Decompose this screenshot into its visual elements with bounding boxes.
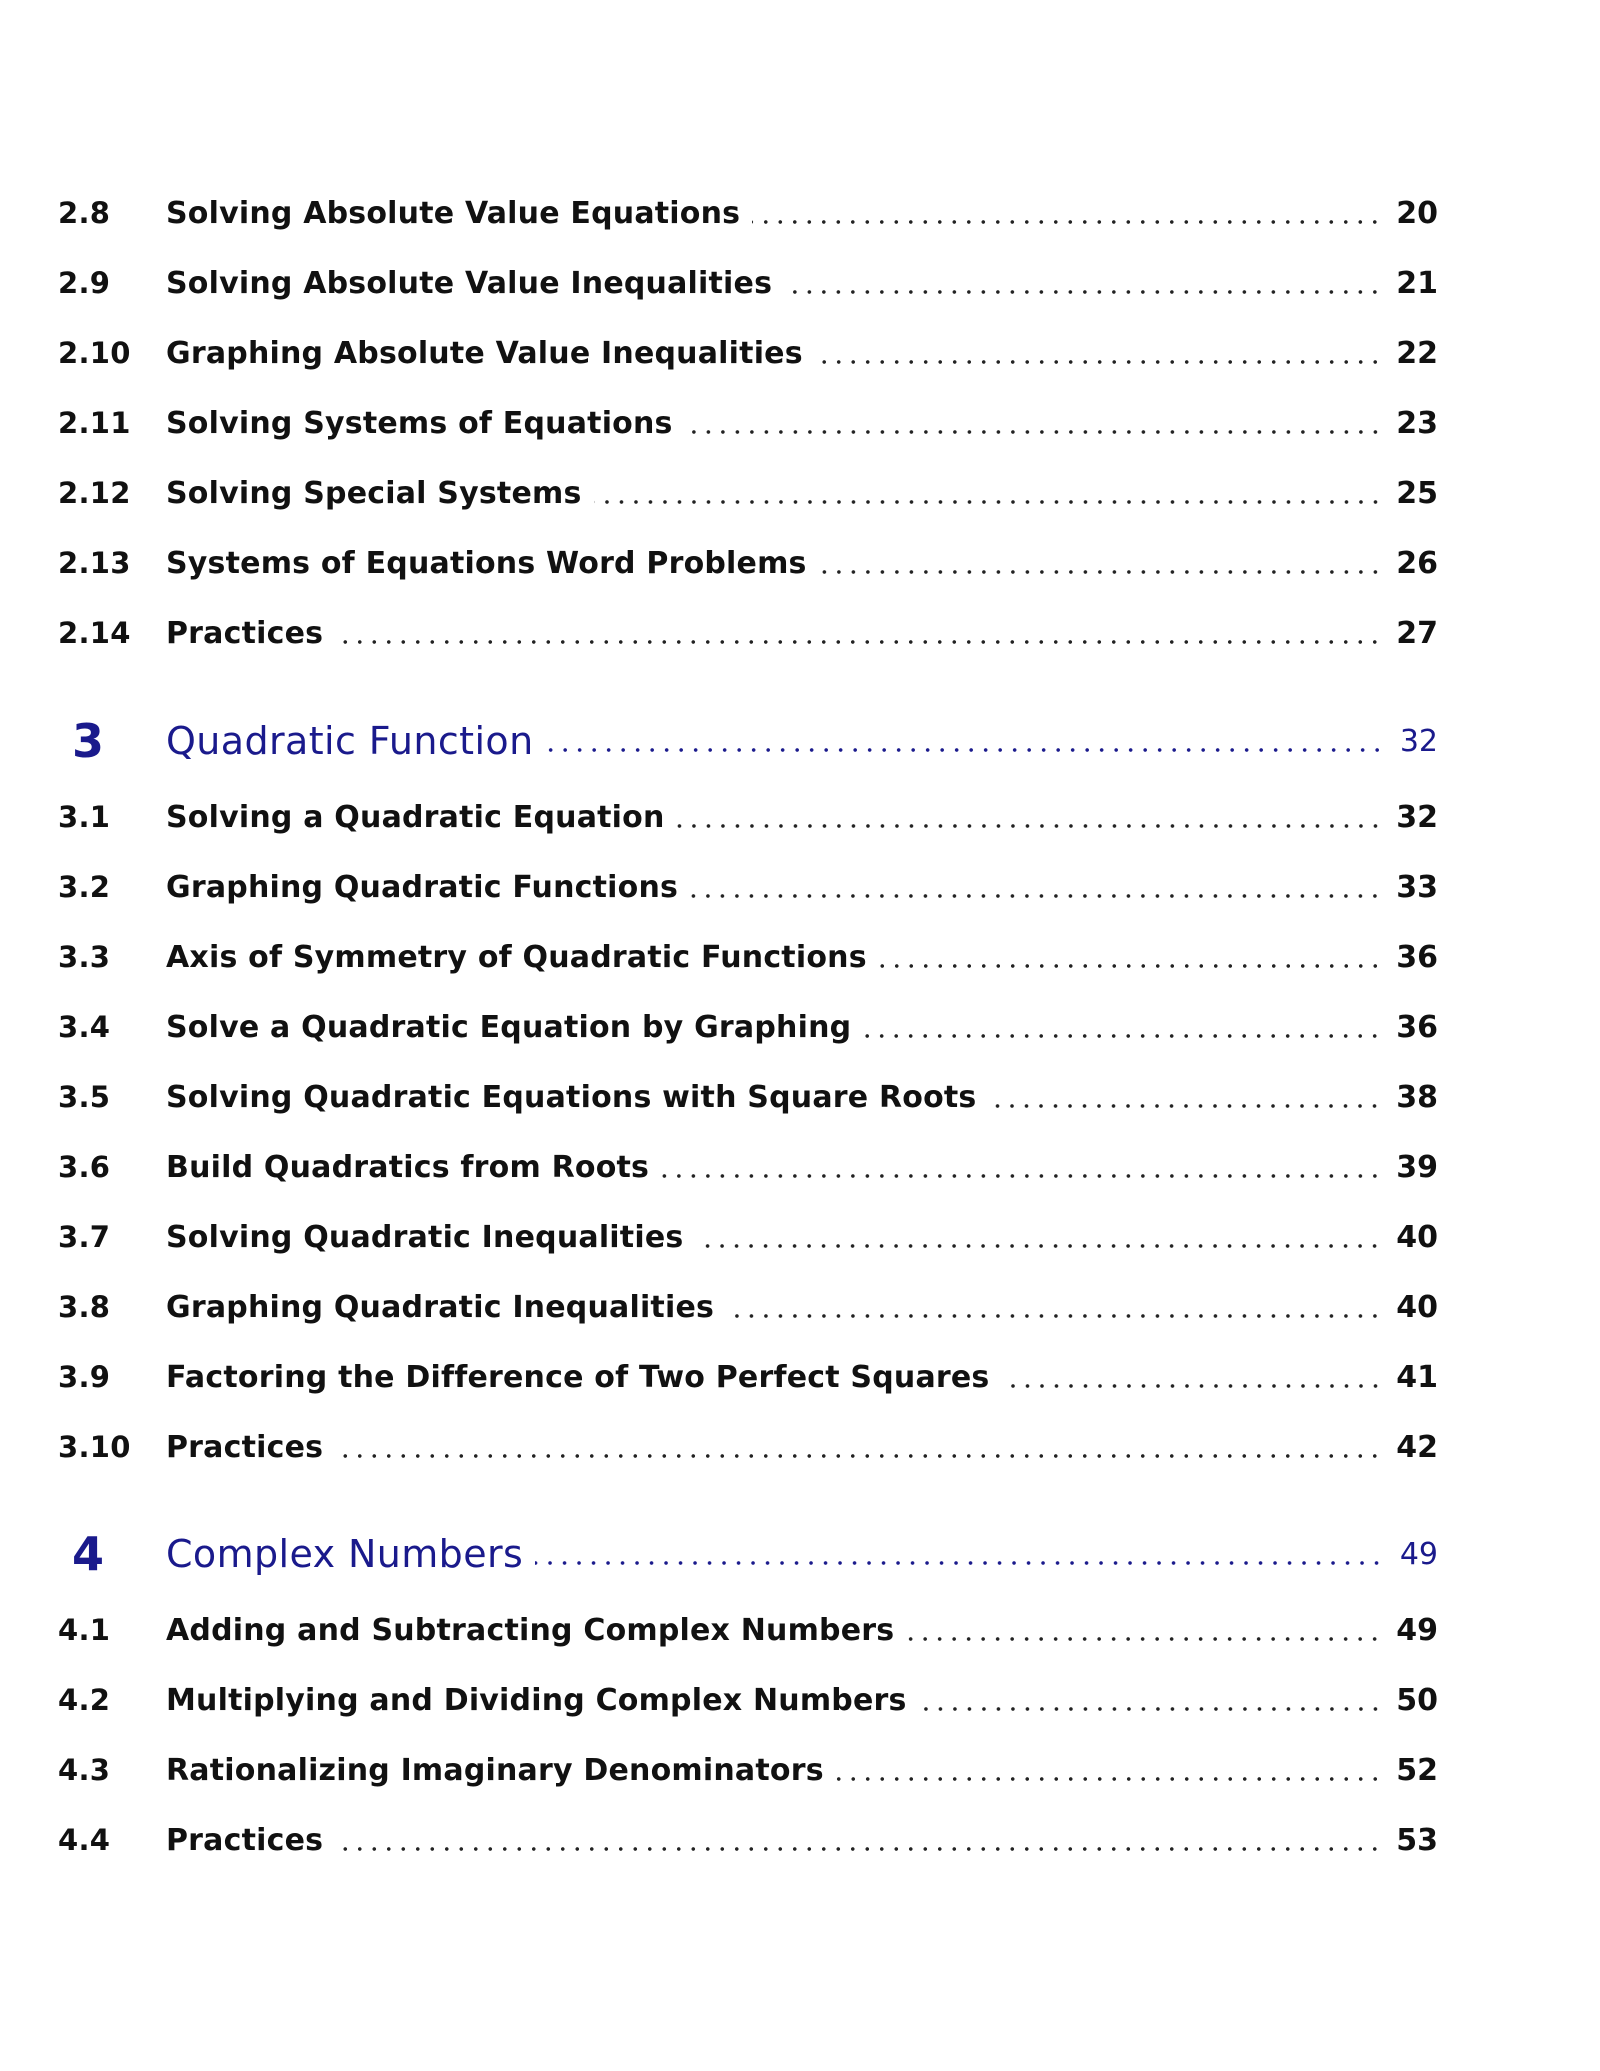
dot-leader [685,430,1383,434]
dot-leader [335,640,1382,644]
section-number: 3.2 [58,870,111,904]
section-number: 4.3 [58,1753,111,1787]
section-title: Multiplying and Dividing Complex Numbers [166,1682,907,1718]
toc-entry-2-9[interactable] [58,258,1438,308]
section-title: Build Quadratics from Roots [166,1149,650,1185]
section-title: Rationalizing Imaginary Denominators [166,1752,824,1788]
page-number: 39 [1396,1149,1438,1185]
page-number: 32 [1399,723,1438,759]
toc-entry-4-3[interactable] [58,1745,1438,1795]
dot-leader [535,1561,1384,1565]
page-number: 36 [1396,1009,1438,1045]
toc-entry-3-3[interactable] [58,932,1438,982]
section-title: Systems of Equations Word Problems [166,545,807,581]
toc-entry-4-4[interactable] [58,1815,1438,1865]
section-number: 2.13 [58,546,131,580]
section-number: 4.1 [58,1613,111,1647]
section-number: 3.8 [58,1290,111,1324]
section-number: 4.4 [58,1823,111,1857]
dot-leader [906,1637,1382,1641]
dot-leader [695,1244,1382,1248]
section-number: 2.8 [58,196,111,230]
section-number: 3.9 [58,1360,111,1394]
toc-entry-2-14[interactable] [58,608,1438,658]
section-title: Solving Absolute Value Inequalities [166,265,773,301]
section-title: Practices [166,1429,324,1465]
dot-leader [836,1777,1382,1781]
toc-entry-2-11[interactable] [58,398,1438,448]
chapter-title: Complex Numbers [166,1532,524,1576]
section-number: 2.9 [58,266,111,300]
toc-entry-3-2[interactable] [58,862,1438,912]
page-number: 25 [1396,475,1438,511]
section-title: Axis of Symmetry of Quadratic Functions [166,939,867,975]
page-number: 41 [1396,1359,1438,1395]
section-title: Solve a Quadratic Equation by Graphing [166,1009,852,1045]
toc-chapter-4[interactable] [58,1525,1438,1583]
section-title: Practices [166,1822,324,1858]
dot-leader [988,1104,1382,1108]
section-number: 2.10 [58,336,131,370]
dot-leader [661,1174,1382,1178]
section-title: Solving Absolute Value Equations [166,195,741,231]
page-number: 36 [1396,939,1438,975]
section-title: Adding and Subtracting Complex Numbers [166,1612,895,1648]
dot-leader [863,1034,1382,1038]
toc-entry-3-7[interactable] [58,1212,1438,1262]
dot-leader [677,824,1383,828]
section-title: Graphing Quadratic Functions [166,869,679,905]
page-number: 40 [1396,1289,1438,1325]
section-title: Solving Quadratic Inequalities [166,1219,684,1255]
page-number: 49 [1396,1612,1438,1648]
section-number: 3.6 [58,1150,111,1184]
section-title: Solving Special Systems [166,475,582,511]
chapter-number: 4 [72,1527,105,1581]
chapter-number: 3 [72,714,105,768]
toc-entry-3-4[interactable] [58,1002,1438,1052]
dot-leader [335,1847,1382,1851]
page-number: 52 [1396,1752,1438,1788]
section-title: Solving Quadratic Equations with Square Roots [166,1079,977,1115]
section-title: Graphing Quadratic Inequalities [166,1289,715,1325]
section-number: 4.2 [58,1683,111,1717]
toc-entry-3-10[interactable] [58,1422,1438,1472]
section-number: 3.7 [58,1220,111,1254]
page-number: 53 [1396,1822,1438,1858]
page-number: 49 [1399,1536,1438,1572]
toc-entry-2-10[interactable] [58,328,1438,378]
dot-leader [546,748,1384,752]
toc-entry-3-6[interactable] [58,1142,1438,1192]
toc-entry-3-8[interactable] [58,1282,1438,1332]
dot-leader [1002,1384,1383,1388]
page-number: 20 [1396,195,1438,231]
page-number: 38 [1396,1079,1438,1115]
section-title: Graphing Absolute Value Inequalities [166,335,803,371]
dot-leader [594,500,1383,504]
dot-leader [919,1707,1383,1711]
dot-leader [690,894,1382,898]
dot-leader [752,220,1382,224]
page-number: 32 [1396,799,1438,835]
dot-leader [819,570,1383,574]
toc-entry-2-13[interactable] [58,538,1438,588]
dot-leader [335,1454,1382,1458]
dot-leader [726,1314,1382,1318]
toc-entry-2-12[interactable] [58,468,1438,518]
section-title: Factoring the Difference of Two Perfect Squares [166,1359,990,1395]
section-number: 2.14 [58,616,131,650]
toc-entry-2-8[interactable] [58,188,1438,238]
page-number: 21 [1396,265,1438,301]
page-number: 33 [1396,869,1438,905]
page-number: 40 [1396,1219,1438,1255]
page-number: 26 [1396,545,1438,581]
dot-leader [879,964,1383,968]
toc-entry-4-1[interactable] [58,1605,1438,1655]
toc-entry-3-9[interactable] [58,1352,1438,1402]
section-title: Practices [166,615,324,651]
page-number: 22 [1396,335,1438,371]
toc-chapter-3[interactable] [58,712,1438,770]
chapter-title: Quadratic Function [166,719,534,763]
section-number: 2.12 [58,476,131,510]
toc-entry-3-5[interactable] [58,1072,1438,1122]
section-number: 3.5 [58,1080,111,1114]
section-number: 3.3 [58,940,111,974]
section-number: 3.1 [58,800,111,834]
section-title: Solving a Quadratic Equation [166,799,665,835]
section-number: 3.4 [58,1010,111,1044]
toc-entry-4-2[interactable] [58,1675,1438,1725]
section-number: 2.11 [58,406,131,440]
dot-leader [815,360,1382,364]
toc-entry-3-1[interactable] [58,792,1438,842]
page-number: 42 [1396,1429,1438,1465]
page-number: 50 [1396,1682,1438,1718]
page-number: 23 [1396,405,1438,441]
page-number: 27 [1396,615,1438,651]
dot-leader [784,290,1382,294]
section-title: Solving Systems of Equations [166,405,673,441]
section-number: 3.10 [58,1430,131,1464]
